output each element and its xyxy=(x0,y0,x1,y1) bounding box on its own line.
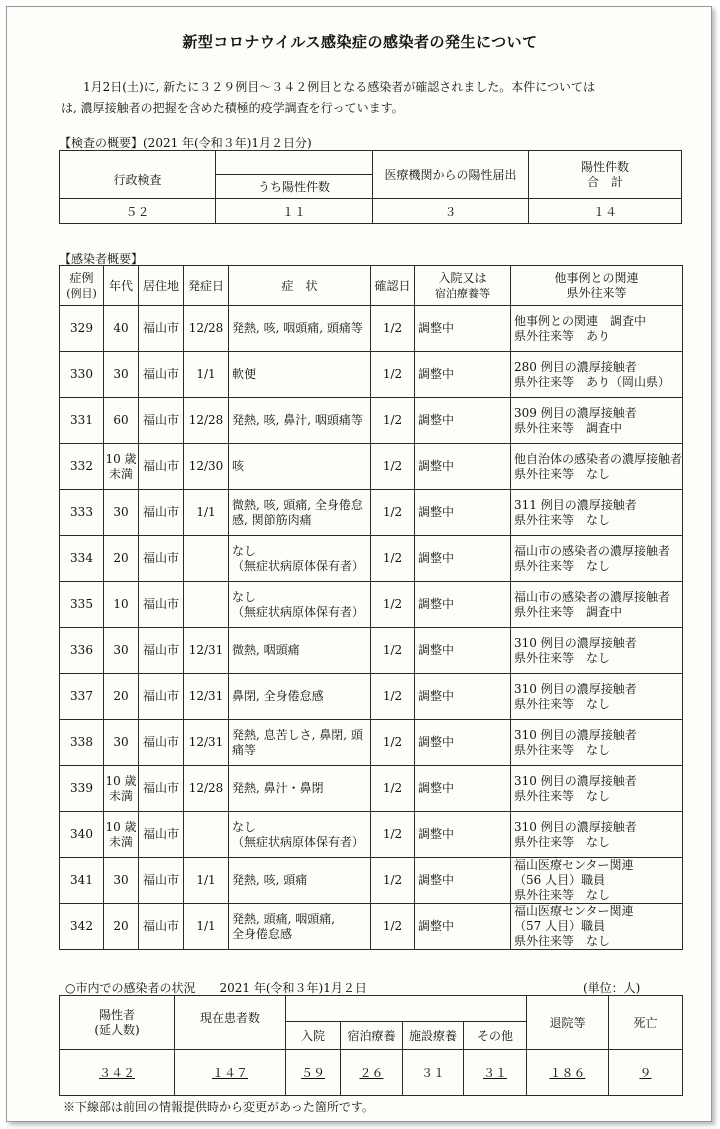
table-row xyxy=(60,306,683,352)
age-cell: 60 xyxy=(104,398,139,444)
status-header-hospitalized: 入院 xyxy=(286,1022,341,1050)
status-death-value: ９ xyxy=(639,1066,652,1080)
table-row xyxy=(60,352,683,398)
relation-cell: 310 例目の濃厚接触者 県外往来等 なし xyxy=(511,720,683,766)
status-header-positive: 陽性者 (延人数) xyxy=(60,996,175,1050)
onset-cell xyxy=(184,812,229,858)
header-residence: 居住地 xyxy=(139,266,184,306)
relation-cell: 310 例目の濃厚接触者 県外往来等 なし xyxy=(511,766,683,812)
age-cell: 30 xyxy=(104,352,139,398)
residence-cell: 福山市 xyxy=(139,398,184,444)
age-cell: 30 xyxy=(104,720,139,766)
status-header-current: 現在患者数 xyxy=(175,996,286,1050)
table-row xyxy=(60,812,683,858)
case-cell: 330 xyxy=(60,352,104,398)
confirmed-cell: 1/2 xyxy=(371,398,415,444)
residence-cell: 福山市 xyxy=(139,628,184,674)
residence-cell: 福山市 xyxy=(139,536,184,582)
table-row xyxy=(60,536,683,582)
case-cell: 329 xyxy=(60,306,104,352)
inspection-heading: 【検査の概要】(2021 年(令和３年)1月２日分) xyxy=(59,136,312,150)
onset-cell: 12/30 xyxy=(184,444,229,490)
onset-cell: 12/28 xyxy=(184,306,229,352)
status-header-discharged: 退院等 xyxy=(527,996,609,1050)
onset-cell: 12/31 xyxy=(184,628,229,674)
residence-cell: 福山市 xyxy=(139,720,184,766)
hospital-cell: 調整中 xyxy=(415,536,511,582)
case-cell: 334 xyxy=(60,536,104,582)
table-row xyxy=(60,582,683,628)
symptoms-cell: 発熱, 息苦しさ, 鼻閉, 頭痛等 xyxy=(229,720,371,766)
age-cell: 10 xyxy=(104,582,139,628)
age-cell: 30 xyxy=(104,628,139,674)
status-table xyxy=(59,995,683,1096)
symptoms-cell: 発熱, 頭痛, 咽頭痛, 全身倦怠感 xyxy=(229,904,371,950)
hospital-cell: 調整中 xyxy=(415,674,511,720)
age-cell: 20 xyxy=(104,674,139,720)
confirmed-cell: 1/2 xyxy=(371,904,415,950)
inspection-header-admin: 行政検査 xyxy=(60,151,216,199)
symptoms-cell: なし （無症状病原体保有者） xyxy=(229,536,371,582)
relation-cell: 福山医療センター関連 （57 人目）職員 県外往来等 なし xyxy=(511,904,683,950)
age-cell: 10 歳 未満 xyxy=(104,812,139,858)
hospital-cell: 調整中 xyxy=(415,720,511,766)
onset-cell: 12/31 xyxy=(184,720,229,766)
status-positive-value: ３４２ xyxy=(98,1066,135,1080)
cases-table xyxy=(59,265,683,950)
status-hospitalized-value: ５９ xyxy=(300,1066,325,1080)
case-cell: 342 xyxy=(60,904,104,950)
page-title: 新型コロナウイルス感染症の感染者の発生について xyxy=(182,33,538,51)
relation-cell: 他事例との関連 調査中 県外往来等 あり xyxy=(511,306,683,352)
symptoms-cell: なし （無症状病原体保有者） xyxy=(229,582,371,628)
relation-cell: 310 例目の濃厚接触者 県外往来等 なし xyxy=(511,674,683,720)
relation-cell: 310 例目の濃厚接触者 県外往来等 なし xyxy=(511,812,683,858)
onset-cell: 1/1 xyxy=(184,904,229,950)
age-cell: 30 xyxy=(104,490,139,536)
table-row xyxy=(60,858,683,904)
symptoms-cell: 発熱, 咳, 咽頭痛, 頭痛等 xyxy=(229,306,371,352)
inspection-admin-positive-value: １１ xyxy=(216,199,373,224)
header-age: 年代 xyxy=(104,266,139,306)
status-other-value: ３１ xyxy=(482,1066,507,1080)
residence-cell: 福山市 xyxy=(139,352,184,398)
hospital-cell: 調整中 xyxy=(415,858,511,904)
residence-cell: 福山市 xyxy=(139,904,184,950)
confirmed-cell: 1/2 xyxy=(371,812,415,858)
cases-heading: 【感染者概要】 xyxy=(59,252,144,266)
case-cell: 333 xyxy=(60,490,104,536)
symptoms-cell: 発熱, 鼻汁・鼻閉 xyxy=(229,766,371,812)
header-confirmed: 確認日 xyxy=(371,266,415,306)
residence-cell: 福山市 xyxy=(139,306,184,352)
relation-cell: 福山医療センター関連 （56 人目）職員 県外往来等 なし xyxy=(511,858,683,904)
residence-cell: 福山市 xyxy=(139,812,184,858)
symptoms-cell: 発熱, 咳, 頭痛 xyxy=(229,858,371,904)
age-cell: 10 歳 未満 xyxy=(104,766,139,812)
confirmed-cell: 1/2 xyxy=(371,536,415,582)
confirmed-cell: 1/2 xyxy=(371,306,415,352)
case-cell: 337 xyxy=(60,674,104,720)
relation-cell: 福山市の感染者の濃厚接触者 県外往来等 なし xyxy=(511,536,683,582)
hospital-cell: 調整中 xyxy=(415,628,511,674)
confirmed-cell: 1/2 xyxy=(371,628,415,674)
residence-cell: 福山市 xyxy=(139,444,184,490)
hospital-cell: 調整中 xyxy=(415,398,511,444)
relation-cell: 310 例目の濃厚接触者 県外往来等 なし xyxy=(511,628,683,674)
age-cell: 10 歳 未満 xyxy=(104,444,139,490)
symptoms-cell: なし （無症状病原体保有者） xyxy=(229,812,371,858)
relation-cell: 311 例目の濃厚接触者 県外往来等 なし xyxy=(511,490,683,536)
case-cell: 341 xyxy=(60,858,104,904)
age-cell: 30 xyxy=(104,858,139,904)
hospital-cell: 調整中 xyxy=(415,306,511,352)
relation-cell: 福山市の感染者の濃厚接触者 県外往来等 調査中 xyxy=(511,582,683,628)
header-onset: 発症日 xyxy=(184,266,229,306)
table-row xyxy=(60,766,683,812)
residence-cell: 福山市 xyxy=(139,582,184,628)
status-header-death: 死亡 xyxy=(609,996,683,1050)
symptoms-cell: 咳 xyxy=(229,444,371,490)
confirmed-cell: 1/2 xyxy=(371,582,415,628)
hospital-cell: 調整中 xyxy=(415,904,511,950)
table-row xyxy=(60,398,683,444)
header-hospital: 入院又は 宿泊療養等 xyxy=(415,266,511,306)
header-case: 症例 (例目) xyxy=(60,266,104,306)
case-cell: 339 xyxy=(60,766,104,812)
confirmed-cell: 1/2 xyxy=(371,766,415,812)
hospital-cell: 調整中 xyxy=(415,444,511,490)
table-row xyxy=(60,720,683,766)
hospital-cell: 調整中 xyxy=(415,490,511,536)
hospital-cell: 調整中 xyxy=(415,766,511,812)
header-symptoms: 症 状 xyxy=(229,266,371,306)
document-page xyxy=(6,6,712,1122)
onset-cell xyxy=(184,536,229,582)
hospital-cell: 調整中 xyxy=(415,582,511,628)
relation-cell: 他自治体の感染者の濃厚接触者 県外往来等 なし xyxy=(511,444,683,490)
age-cell: 20 xyxy=(104,904,139,950)
symptoms-cell: 微熱, 咽頭痛 xyxy=(229,628,371,674)
inspection-total-value: １４ xyxy=(529,199,682,224)
intro-line-1: 1月2日(土)に, 新たに３２９例目～３４２例目となる感染者が確認されました。本件については xyxy=(83,80,596,94)
age-cell: 20 xyxy=(104,536,139,582)
symptoms-cell: 軟便 xyxy=(229,352,371,398)
symptoms-cell: 微熱, 咳, 頭痛, 全身倦怠感, 関節筋肉痛 xyxy=(229,490,371,536)
onset-cell: 12/28 xyxy=(184,766,229,812)
relation-cell: 280 例目の濃厚接触者 県外往来等 あり（岡山県） xyxy=(511,352,683,398)
status-discharged-value: １８６ xyxy=(549,1066,586,1080)
onset-cell: 1/1 xyxy=(184,490,229,536)
onset-cell xyxy=(184,582,229,628)
case-cell: 332 xyxy=(60,444,104,490)
case-cell: 331 xyxy=(60,398,104,444)
confirmed-cell: 1/2 xyxy=(371,674,415,720)
inspection-table xyxy=(59,150,682,224)
residence-cell: 福山市 xyxy=(139,766,184,812)
intro-paragraph xyxy=(61,77,701,119)
inspection-header-admin-positive: うち陽性件数 xyxy=(216,175,373,199)
inspection-header-medical: 医療機関からの陽性届出 xyxy=(373,151,529,199)
age-cell: 40 xyxy=(104,306,139,352)
case-cell: 338 xyxy=(60,720,104,766)
table-row xyxy=(60,628,683,674)
onset-cell: 12/31 xyxy=(184,674,229,720)
footnote: ※下線部は前回の情報提供時から変更があった箇所です。 xyxy=(63,1100,374,1114)
table-row xyxy=(60,444,683,490)
residence-cell: 福山市 xyxy=(139,674,184,720)
status-hotel-value: ２６ xyxy=(359,1066,384,1080)
intro-line-2: は, 濃厚接触者の把握を含めた積極的疫学調査を行っています。 xyxy=(61,101,404,115)
status-unit: (単位：人) xyxy=(583,981,641,995)
status-header-facility: 施設療養 xyxy=(403,1022,464,1050)
onset-cell: 12/28 xyxy=(184,398,229,444)
confirmed-cell: 1/2 xyxy=(371,444,415,490)
symptoms-cell: 鼻閉, 全身倦怠感 xyxy=(229,674,371,720)
status-header-hotel: 宿泊療養 xyxy=(341,1022,403,1050)
residence-cell: 福山市 xyxy=(139,858,184,904)
table-row xyxy=(60,490,683,536)
confirmed-cell: 1/2 xyxy=(371,352,415,398)
hospital-cell: 調整中 xyxy=(415,812,511,858)
hospital-cell: 調整中 xyxy=(415,352,511,398)
confirmed-cell: 1/2 xyxy=(371,720,415,766)
status-heading: ○市内での感染者の状況 2021 年(令和３年)1月２日 xyxy=(65,981,367,995)
relation-cell: 309 例目の濃厚接触者 県外往来等 調査中 xyxy=(511,398,683,444)
header-relation: 他事例との関連 県外往来等 xyxy=(511,266,683,306)
inspection-medical-value: ３ xyxy=(373,199,529,224)
case-cell: 340 xyxy=(60,812,104,858)
inspection-header-total: 陽性件数 合 計 xyxy=(529,151,682,199)
case-cell: 336 xyxy=(60,628,104,674)
table-row xyxy=(60,674,683,720)
status-current-value: １４７ xyxy=(211,1066,248,1080)
symptoms-cell: 発熱, 咳, 鼻汁, 咽頭痛等 xyxy=(229,398,371,444)
status-facility-value: ３１ xyxy=(420,1066,445,1080)
case-cell: 335 xyxy=(60,582,104,628)
onset-cell: 1/1 xyxy=(184,858,229,904)
onset-cell: 1/1 xyxy=(184,352,229,398)
inspection-admin-value: ５２ xyxy=(60,199,216,224)
status-header-other: その他 xyxy=(464,1022,527,1050)
residence-cell: 福山市 xyxy=(139,490,184,536)
confirmed-cell: 1/2 xyxy=(371,858,415,904)
confirmed-cell: 1/2 xyxy=(371,490,415,536)
table-row xyxy=(60,904,683,950)
